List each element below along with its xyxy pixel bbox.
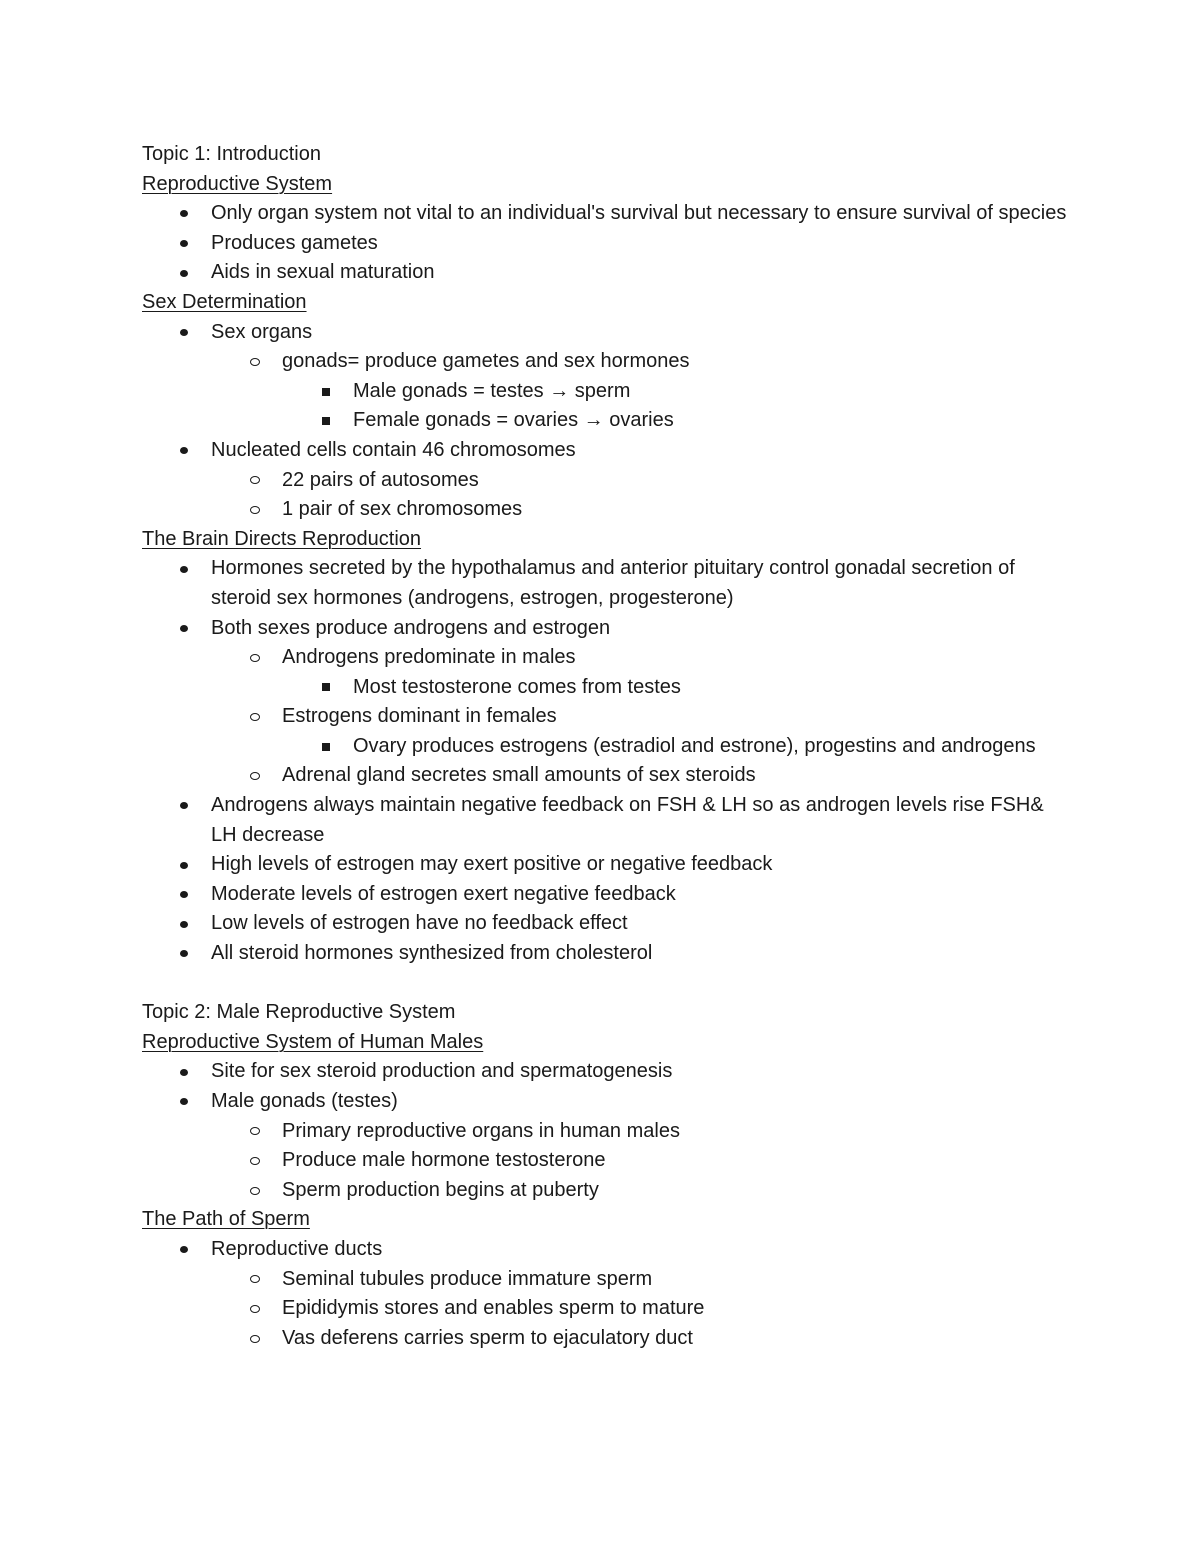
list-item-text: Hormones secreted by the hypothalamus and anterior pituitary control gonadal secretion of steroid sex hormones (androgens, estrogen, progesterone)	[211, 557, 1015, 609]
nested-list	[142, 732, 1072, 762]
bullet-circle-icon	[248, 702, 262, 732]
list-item	[142, 1265, 1072, 1295]
list-item-text: High levels of estrogen may exert positive or negative feedback	[211, 853, 773, 876]
list-item-text: Moderate levels of estrogen exert negative feedback	[211, 882, 676, 905]
bullet-square-icon	[319, 673, 333, 703]
bullet-disc-icon	[177, 229, 191, 259]
list-item-text: Adrenal gland secretes small amounts of sex steroids	[282, 764, 756, 787]
list-item	[142, 1324, 1072, 1354]
list-item-text: 1 pair of sex chromosomes	[282, 498, 523, 521]
list-item	[142, 1057, 1072, 1087]
list-item-text: 22 pairs of autosomes	[282, 468, 479, 491]
nested-list	[142, 673, 1072, 703]
list-item	[142, 850, 1072, 880]
list-item	[142, 495, 1072, 525]
list-item	[142, 643, 1072, 673]
bullet-circle-icon	[248, 495, 262, 525]
list-item-text: Androgens always maintain negative feedback on FSH & LH so as androgen levels rise FSH& LH decrease	[211, 794, 1044, 846]
list-item-text: Primary reproductive organs in human males	[282, 1119, 680, 1142]
bullet-list	[142, 673, 1072, 703]
list-item-text: Nucleated cells contain 46 chromosomes	[211, 438, 576, 461]
list-item	[142, 761, 1072, 791]
list-item-text: Vas deferens carries sperm to ejaculatory duct	[282, 1326, 693, 1349]
bullet-disc-icon	[177, 1087, 191, 1117]
bullet-square-icon	[319, 732, 333, 762]
list-item	[142, 880, 1072, 910]
list-item	[142, 614, 1072, 644]
bullet-circle-icon	[248, 1176, 262, 1206]
list-item	[142, 436, 1072, 466]
list-item	[142, 1117, 1072, 1147]
list-item	[142, 1294, 1072, 1324]
bullet-circle-icon	[248, 643, 262, 673]
bullet-disc-icon	[177, 1235, 191, 1265]
list-item-text: Seminal tubules produce immature sperm	[282, 1267, 653, 1290]
list-item-text: Aids in sexual maturation	[211, 261, 435, 284]
list-item	[142, 909, 1072, 939]
bullet-list	[142, 643, 1072, 791]
list-item	[142, 347, 1072, 377]
bullet-disc-icon	[177, 909, 191, 939]
list-item	[142, 258, 1072, 288]
bullet-list	[142, 732, 1072, 762]
section-heading: The Path of Sperm	[142, 1208, 310, 1231]
bullet-circle-icon	[248, 1117, 262, 1147]
list-item	[142, 732, 1072, 762]
bullet-disc-icon	[177, 614, 191, 644]
bullet-list	[142, 1117, 1072, 1206]
list-item-text: Male gonads = testes → sperm	[353, 379, 631, 402]
list-item	[142, 1176, 1072, 1206]
bullet-disc-icon	[177, 880, 191, 910]
bullet-list	[142, 318, 1072, 525]
list-item-text: Site for sex steroid production and spermatogenesis	[211, 1060, 673, 1083]
list-item-text: gonads= produce gametes and sex hormones	[282, 350, 690, 373]
list-item-text: Only organ system not vital to an individual's survival but necessary to ensure survival of species	[211, 202, 1067, 225]
list-item-text: Sex organs	[211, 320, 313, 343]
section-heading: Reproductive System of Human Males	[142, 1030, 484, 1053]
list-item	[142, 1235, 1072, 1265]
bullet-list	[142, 377, 1072, 436]
list-item-text: Female gonads = ovaries → ovaries	[353, 409, 674, 432]
bullet-disc-icon	[177, 258, 191, 288]
section-heading: The Brain Directs Reproduction	[142, 527, 422, 550]
list-item-text: Low levels of estrogen have no feedback effect	[211, 912, 628, 935]
list-item	[142, 406, 1072, 436]
bullet-list	[142, 199, 1072, 288]
bullet-disc-icon	[177, 791, 191, 821]
section-heading: Reproductive System	[142, 172, 333, 195]
bullet-list	[142, 466, 1072, 525]
list-item	[142, 702, 1072, 732]
list-item-text: Androgens predominate in males	[282, 646, 576, 669]
list-item-text: All steroid hormones synthesized from cholesterol	[211, 942, 653, 965]
bullet-square-icon	[319, 406, 333, 436]
list-item	[142, 229, 1072, 259]
list-item-text: Sperm production begins at puberty	[282, 1178, 599, 1201]
list-item	[142, 791, 1072, 850]
list-item-text: Ovary produces estrogens (estradiol and estrone), progestins and androgens	[353, 734, 1036, 757]
document-page	[142, 140, 1072, 1353]
bullet-list	[142, 347, 1072, 436]
list-item	[142, 939, 1072, 969]
topic-gap	[142, 969, 1072, 999]
bullet-list	[142, 1265, 1072, 1354]
nested-list	[142, 377, 1072, 436]
list-item	[142, 1146, 1072, 1176]
nested-list	[142, 1117, 1072, 1206]
nested-list	[142, 347, 1072, 436]
bullet-list	[142, 1235, 1072, 1353]
bullet-list	[142, 554, 1072, 968]
bullet-circle-icon	[248, 466, 262, 496]
topic-title: Topic 1: Introduction	[142, 143, 321, 165]
bullet-disc-icon	[177, 436, 191, 466]
list-item	[142, 377, 1072, 407]
bullet-disc-icon	[177, 939, 191, 969]
topic-title: Topic 2: Male Reproductive System	[142, 1001, 456, 1024]
list-item	[142, 199, 1072, 229]
bullet-disc-icon	[177, 318, 191, 348]
list-item-text: Most testosterone comes from testes	[353, 675, 681, 698]
list-item	[142, 673, 1072, 703]
list-item-text: Epididymis stores and enables sperm to mature	[282, 1297, 705, 1320]
list-item	[142, 554, 1072, 613]
bullet-circle-icon	[248, 347, 262, 377]
nested-list	[142, 1265, 1072, 1354]
list-item-text: Male gonads (testes)	[211, 1090, 398, 1112]
topic2-sections	[142, 1028, 1072, 1354]
topic1-sections	[142, 170, 1072, 969]
bullet-disc-icon	[177, 850, 191, 880]
bullet-square-icon	[319, 377, 333, 407]
list-item	[142, 318, 1072, 348]
bullet-list	[142, 1057, 1072, 1205]
list-item-text: Estrogens dominant in females	[282, 705, 557, 728]
bullet-circle-icon	[248, 1146, 262, 1176]
nested-list	[142, 643, 1072, 791]
bullet-disc-icon	[177, 199, 191, 229]
bullet-disc-icon	[177, 1057, 191, 1087]
list-item	[142, 466, 1072, 496]
list-item-text: Both sexes produce androgens and estrogen	[211, 616, 611, 639]
nested-list	[142, 466, 1072, 525]
section-heading: Sex Determination	[142, 290, 307, 313]
bullet-disc-icon	[177, 554, 191, 584]
bullet-circle-icon	[248, 1324, 262, 1354]
list-item-text: Produces gametes	[211, 231, 378, 254]
list-item	[142, 1087, 1072, 1117]
bullet-circle-icon	[248, 1294, 262, 1324]
list-item-text: Reproductive ducts	[211, 1237, 383, 1260]
bullet-circle-icon	[248, 761, 262, 791]
list-item-text: Produce male hormone testosterone	[282, 1149, 606, 1172]
bullet-circle-icon	[248, 1265, 262, 1295]
